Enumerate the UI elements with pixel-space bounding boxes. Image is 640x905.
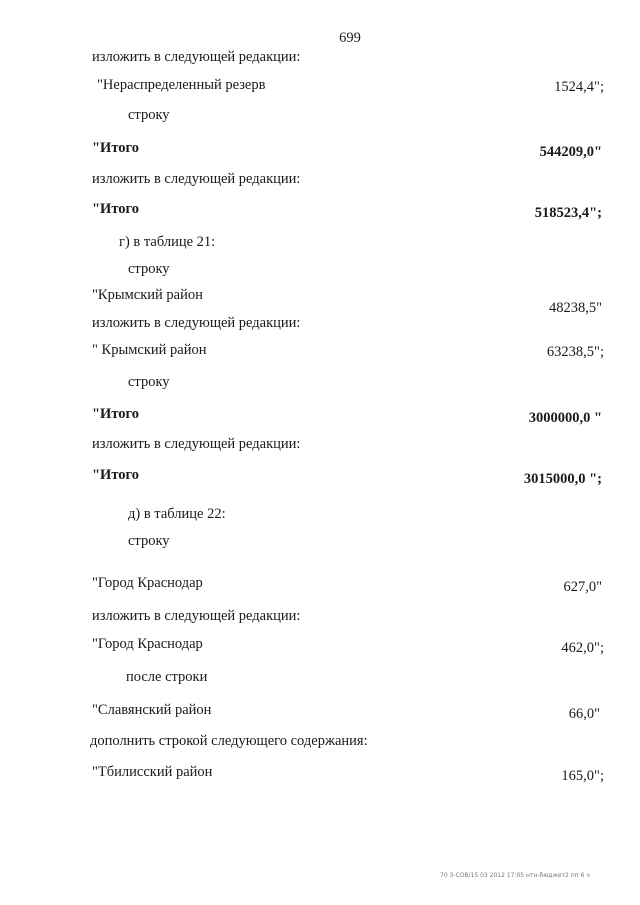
text-line-intro-1: изложить в следующей редакции: [92, 49, 301, 65]
text-line-table-21: г) в таблице 21: [119, 234, 216, 250]
row-label-reserve: "Нераспределенный резерв [97, 77, 266, 93]
row-value-total-4: 3015000,0 "; [523, 471, 602, 487]
row-value-total-1: 544209,0" [539, 144, 602, 160]
row-label-tbilissky: "Тбилисский район [92, 764, 213, 780]
text-line-row-2: строку [128, 261, 170, 277]
row-label-krasnodar-1: "Город Краснодар [92, 575, 203, 591]
row-value-krymsky-1: 48238,5" [548, 300, 602, 316]
text-line-supplement: дополнить строкой следующего содержания: [90, 733, 368, 749]
row-label-total-3: "Итого [92, 406, 139, 422]
page-number: 699 [339, 30, 361, 46]
row-label-total-4: "Итого [92, 467, 139, 483]
text-line-row-1: строку [128, 107, 170, 123]
text-line-intro-2: изложить в следующей редакции: [92, 171, 301, 187]
row-value-krymsky-2: 63238,5"; [546, 344, 604, 360]
row-value-slavyansky: 66,0" [568, 706, 600, 722]
row-label-krymsky-2: " Крымский район [92, 342, 207, 358]
text-line-row-3: строку [128, 374, 170, 390]
row-label-slavyansky: "Славянский район [92, 702, 212, 718]
footer-stamp: 70 3-СОВ/15 03 2012 17:05 нтн-бюджет2 пп 6 ч [440, 872, 590, 879]
text-line-after-row: после строки [126, 669, 208, 685]
row-value-tbilissky: 165,0"; [561, 768, 604, 784]
row-label-krasnodar-2: "Город Краснодар [92, 636, 203, 652]
text-line-table-22: д) в таблице 22: [128, 506, 226, 522]
row-label-total-1: "Итого [92, 140, 139, 156]
row-label-krymsky-1: "Крымский район [92, 287, 203, 303]
text-line-intro-4: изложить в следующей редакции: [92, 436, 301, 452]
row-value-total-2: 518523,4"; [534, 205, 602, 221]
row-value-krasnodar-1: 627,0" [563, 579, 602, 595]
row-value-total-3: 3000000,0 " [528, 410, 602, 426]
text-line-intro-3: изложить в следующей редакции: [92, 315, 301, 331]
row-value-reserve: 1524,4"; [554, 79, 604, 95]
row-label-total-2: "Итого [92, 201, 139, 217]
text-line-intro-5: изложить в следующей редакции: [92, 608, 301, 624]
text-line-row-4: строку [128, 533, 170, 549]
row-value-krasnodar-2: 462,0"; [561, 640, 604, 656]
